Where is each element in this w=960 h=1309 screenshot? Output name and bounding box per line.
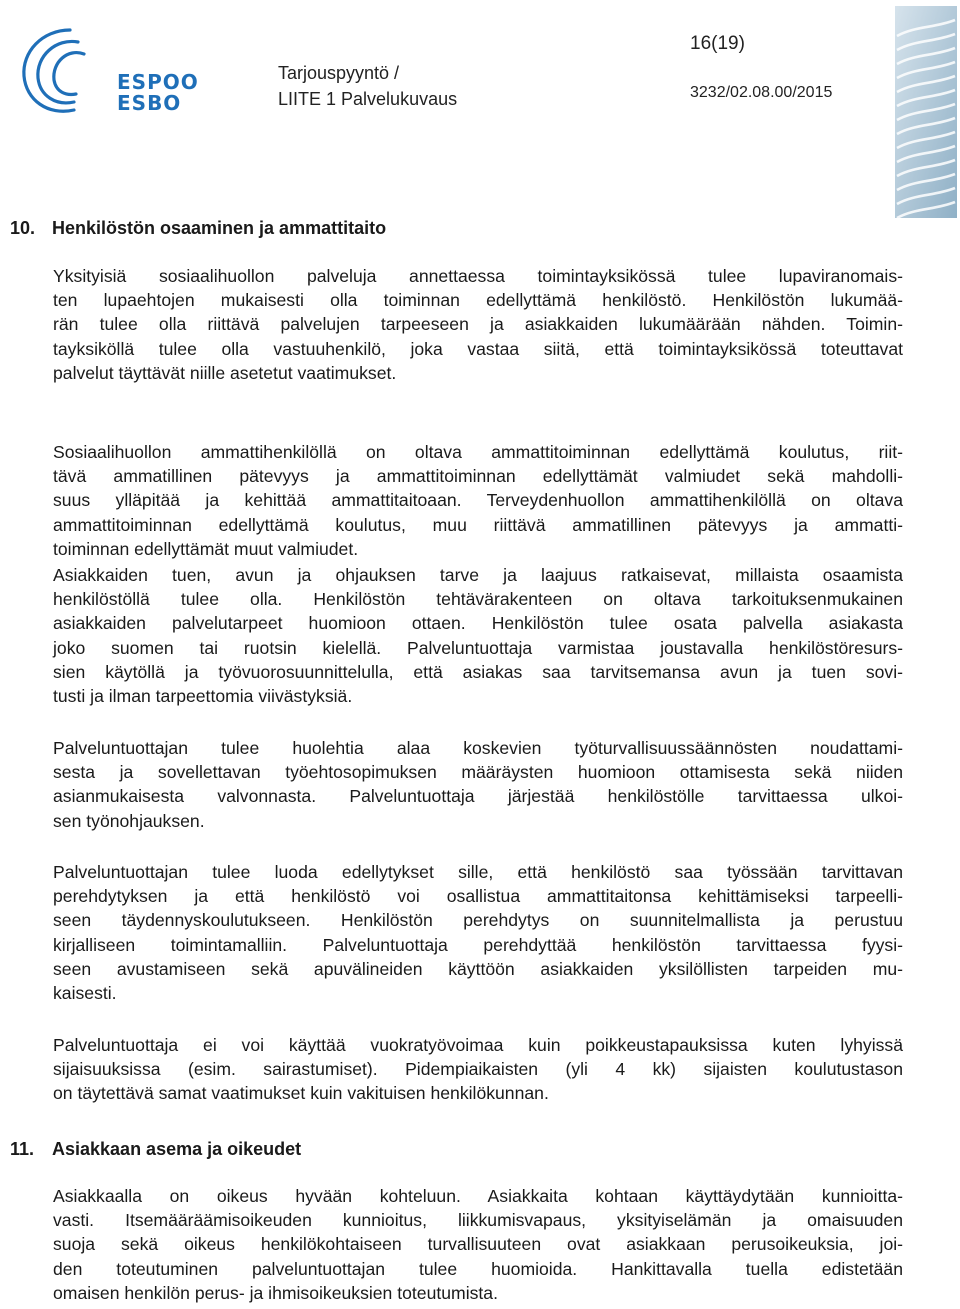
paragraph: [53, 264, 903, 385]
paragraph-line: henkilöstöllä tulee olla. Henkilöstön tehtävärakenteen on oltava tarkoituksenmukainen: [53, 589, 903, 610]
paragraph-line: sesta ja sovellettavan työehtosopimuksen määräysten huomioon ottamisesta sekä niiden: [53, 762, 903, 783]
section-title: Henkilöstön osaaminen ja ammattitaito: [52, 218, 387, 238]
paragraph: [53, 563, 903, 708]
logo-wordmark: [117, 72, 199, 114]
paragraph-line: seen avustamiseen sekä apuvälineiden käyttöön asiakkaiden yksilöllisten tarpeiden mu-: [53, 958, 903, 979]
paragraph-line: rän tulee olla riittävä palvelujen tarpeeseen ja asiakkaiden lukumäärään nähden. Toimin-: [53, 314, 903, 335]
paragraph-line: den toteutuminen palveluntuottajan tulee huomioida. Hankittavalla tuella edistetään: [53, 1258, 903, 1279]
paragraph-line: tusti ja ilman tarpeettomia viivästyksiä.: [53, 686, 353, 707]
paragraph-line: perehdytyksen ja että henkilöstö voi osallistua ammattitaitonsa kehittämiseksi tarpeelli-: [53, 886, 903, 907]
paragraph: [53, 1184, 903, 1305]
paragraph-line: suoja sekä oikeus henkilökohtaiseen turvallisuuteen ovat asiakkaan perusoikeuksia, joi-: [53, 1234, 903, 1255]
paragraph-line: Palveluntuottajan tulee luoda edellytykset sille, että henkilöstö saa työssään tarvittavan: [53, 862, 903, 882]
paragraph-line: Palveluntuottaja ei voi käyttää vuokratyövoimaa kuin poikkeustapauksissa kuten lyhyissä: [53, 1035, 903, 1055]
espoo-logo-mark: [18, 18, 128, 118]
paragraph-line: Asiakkaiden tuen, avun ja ohjauksen tarve ja laajuus ratkaisevat, millaista osaamista: [53, 565, 903, 585]
paragraph: [53, 736, 903, 833]
page-number: 16(19): [690, 33, 745, 54]
paragraph-line: asiakkaiden palvelutarpeet huomioon ottaen. Henkilöstön tulee osata palvella asiakasta: [53, 613, 903, 634]
section-number: 10.: [10, 218, 36, 238]
corner-decoration: [895, 6, 957, 218]
paragraph-line: omaisen henkilön perus- ja ihmisoikeuksien toteutumista.: [53, 1282, 498, 1303]
document-title-line1: Tarjouspyyntö /: [278, 63, 400, 83]
section-title: Asiakkaan asema ja oikeudet: [52, 1139, 302, 1159]
paragraph-line: tävä ammatillinen pätevyys ja ammattitoiminnan edellyttämät valmiudet sekä mahdolli-: [53, 466, 903, 487]
logo-text-espoo: ESPOO: [117, 70, 199, 94]
paragraph-line: kaisesti.: [53, 983, 117, 1004]
paragraph-line: seen täydennyskoulutukseen. Henkilöstön perehdytys on suunnitelmallista ja perustuu: [53, 910, 903, 931]
paragraph-line: kirjalliseen toimintamalliin. Palveluntuottaja perehdyttää henkilöstön tarvittaessa fyysi-: [53, 934, 903, 955]
paragraph-line: sien käytöllä ja työvuorosuunnittelulla, että asiakas saa tarvitsemansa avun ja tuen sovi-: [53, 661, 903, 682]
paragraph-line: sijaisuuksissa (esim. sairastumiset). Pidempiaikaisten (yli 4 kk) sijaisten koulutustason: [53, 1059, 903, 1080]
paragraph-line: asianmukaisesta valvonnasta. Palveluntuottaja järjestää henkilöstölle tarvittaessa ulkoi-: [53, 786, 903, 807]
paragraph-line: palvelut täyttävät niille asetetut vaatimukset.: [53, 362, 397, 383]
paragraph-line: Palveluntuottajan tulee huolehtia alaa koskevien työturvallisuussäännösten noudattami-: [53, 738, 903, 758]
section-number: 11.: [10, 1139, 35, 1159]
paragraph-line: Asiakkaalla on oikeus hyvään kohteluun. Asiakkaita kohtaan käyttäydytään kunnioitta-: [53, 1186, 903, 1206]
paragraph-line: Sosiaalihuollon ammattihenkilöllä on oltava ammattitoiminnan edellyttämä koulutus, riit-: [53, 442, 903, 462]
paragraph: [53, 1033, 903, 1106]
paragraph-line: vasti. Itsemääräämisoikeuden kunnioitus, liikkumisvapaus, yksityiselämän ja omaisuuden: [53, 1210, 903, 1231]
paragraph-line: toiminnan edellyttämät muut valmiudet.: [53, 538, 359, 559]
paragraph: [53, 440, 903, 561]
paragraph-line: ten lupaehtojen mukaisesti olla toiminnan edellyttämä henkilöstö. Henkilöstön lukumää-: [53, 290, 903, 311]
paragraph-line: tayksiköllä tulee olla vastuuhenkilö, joka vastaa siitä, että toimintayksikössä toteuttavat: [53, 338, 903, 359]
document-title-line2: LIITE 1 Palvelukuvaus: [278, 89, 458, 109]
document-title: [278, 60, 457, 112]
paragraph-line: on täytettävä samat vaatimukset kuin vakituisen henkilökunnan.: [53, 1083, 549, 1104]
paragraph: [53, 860, 903, 1005]
section-heading-11: [10, 1139, 301, 1160]
paragraph-line: sen työnohjauksen.: [53, 810, 205, 831]
logo-text-esbo: ESBO: [117, 91, 182, 115]
paragraph-line: joko suomen tai ruotsin kielellä. Palveluntuottaja varmistaa joustavalla henkilöstöresurs-: [53, 637, 903, 658]
paragraph-line: ammattitoiminnan edellyttämä koulutus, muu riittävä ammatillinen pätevyys ja ammatti-: [53, 514, 903, 535]
paragraph-line: Yksityisiä sosiaalihuollon palveluja annettaessa toimintayksikössä tulee lupaviranomais-: [53, 266, 903, 286]
document-code: 3232/02.08.00/2015: [690, 84, 833, 101]
section-heading-10: [10, 218, 386, 239]
paragraph-line: suus ylläpitää ja kehittää ammattitaitoaan. Terveydenhuollon ammattihenkilöllä on oltava: [53, 490, 903, 511]
